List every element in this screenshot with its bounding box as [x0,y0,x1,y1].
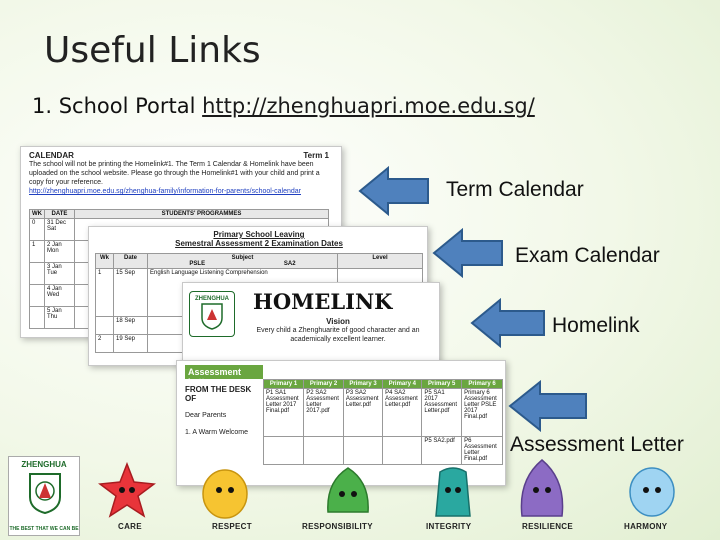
homelink-logo [189,291,235,337]
value-respect: RESPECT [212,522,252,531]
cell: 19 Sep [114,335,148,353]
logo-motto: THE BEST THAT WE CAN BE [9,526,79,532]
exam-cal-subheading: Semestral Assessment 2 Examination Dates [175,239,343,248]
assessment-from: FROM THE DESK OF [185,385,252,403]
term-cal-link[interactable]: http://zhenghuapri.moe.edu.sg/zhenghua-family/information-for-parents/school-calendar [29,188,301,195]
term-cal-heading: CALENDAR [29,151,74,160]
value-harmony: HARMONY [624,522,668,531]
assessment-file-link[interactable]: P2 SA2 Assessment Letter 2017.pdf [304,389,344,437]
cell: 18 Sep [114,317,148,335]
sa2-col: SA2 [283,261,296,267]
col-p4: Primary 4 [383,380,422,389]
homelink-sub: Vision [326,317,350,326]
cell: 15 Sep [114,269,148,317]
psle-col: PSLE [189,261,206,267]
portal-prefix: 1. School Portal [32,94,203,118]
term-col-prog: STUDENTS' PROGRAMMES [75,210,329,219]
cell [383,437,422,465]
assessment-title: Assessment Letter [185,365,263,379]
value-integrity: INTEGRITY [426,522,472,531]
label-exam-calendar: Exam Calendar [515,244,660,267]
col-p2: Primary 2 [304,380,344,389]
exam-col-date: Date [114,254,148,269]
school-crest-icon [200,302,224,330]
label-homelink: Homelink [552,314,640,337]
blue-mascot-icon [626,460,678,520]
cell [30,307,45,329]
cell [30,263,45,285]
col-p6: Primary 6 [462,380,503,389]
teal-mascot-icon [430,462,476,520]
term-cal-note: The school will not be printing the Homelink#1. The Term 1 Calendar & Homelink have been uploaded on the school website. Please go through the Homelink#1 with your child and print a copy for your reference. [29,161,320,186]
value-care: CARE [118,522,142,531]
school-portal-line [32,94,535,118]
exam-cal-heading: Primary School Leaving [213,230,305,239]
school-crest-icon [27,471,63,515]
assessment-file-link[interactable]: P5 SA2.pdf [422,437,462,465]
cell: 1 [30,241,45,263]
arrow-left-icon [358,166,430,216]
cell [264,437,304,465]
term-cal-term: Term 1 [303,151,329,160]
cell: English Language Listening Comprehension [148,269,338,317]
cell: 4 Jan Wed [45,285,75,307]
col-p3: Primary 3 [343,380,382,389]
table-row [264,389,503,437]
school-logo [8,456,80,536]
label-term-calendar: Term Calendar [446,178,584,201]
assessment-file-link[interactable]: P3 SA2 Assessment Letter.pdf [343,389,382,437]
homelink-logo-text: ZHENGHUA [195,296,229,302]
assessment-greeting: Dear Parents [185,412,227,419]
green-mascot-icon [322,462,374,520]
assessment-file-link[interactable]: Primary 6 Assessment Letter PSLE 2017 Final.pdf [462,389,503,437]
arrow-left-icon [432,228,504,278]
value-responsibility: RESPONSIBILITY [302,522,373,531]
red-star-mascot-icon [98,462,156,520]
label-assessment-letter: Assessment Letter [510,433,684,456]
assessment-file-link[interactable]: P1 SA1 Assessment Letter 2017 Final.pdf [264,389,304,437]
purple-mascot-icon [516,456,568,520]
school-portal-link[interactable]: http://zhenghuapri.moe.edu.sg/ [202,94,535,118]
assessment-file-link[interactable]: P4 SA2 Assessment Letter.pdf [383,389,422,437]
cell [30,285,45,307]
assessment-file-link[interactable]: P5 SA1 2017 Assessment Letter.pdf [422,389,462,437]
col-p5: Primary 5 [422,380,462,389]
cell [96,317,114,335]
cell: 2 Jan Mon [45,241,75,263]
assessment-table [263,379,503,465]
cell: 31 Dec Sat [45,219,75,241]
cell: 1 [96,269,114,317]
exam-col-subject [148,254,338,269]
value-resilience: RESILIENCE [522,522,574,531]
exam-col-level: Level [338,254,423,269]
cell [343,437,382,465]
subject-header: Subject [231,255,254,261]
cell: 2 [96,335,114,353]
col-p1: Primary 1 [264,380,304,389]
assessment-intro: 1. A Warm Welcome [185,429,249,436]
logo-school-name: ZHENGHUA [21,460,67,469]
arrow-left-icon [508,380,588,432]
yellow-mascot-icon [200,462,250,520]
cell [304,437,344,465]
term-col-wk: WK [30,210,45,219]
homelink-title: HOMELINK [253,289,393,314]
exam-col-wk: Wk [96,254,114,269]
slide-title: Useful Links [44,30,261,71]
cell: 0 [30,219,45,241]
cell: 3 Jan Tue [45,263,75,285]
assessment-file-link[interactable]: P6 Assessment Letter Final.pdf [462,437,503,465]
cell: 5 Jan Thu [45,307,75,329]
homelink-body: Every child a Zhenghuarite of good character and an academically excellent learner. [256,327,420,343]
term-col-date: DATE [45,210,75,219]
arrow-left-icon [470,298,546,348]
table-row [264,437,503,465]
homelink-screenshot [182,282,440,370]
